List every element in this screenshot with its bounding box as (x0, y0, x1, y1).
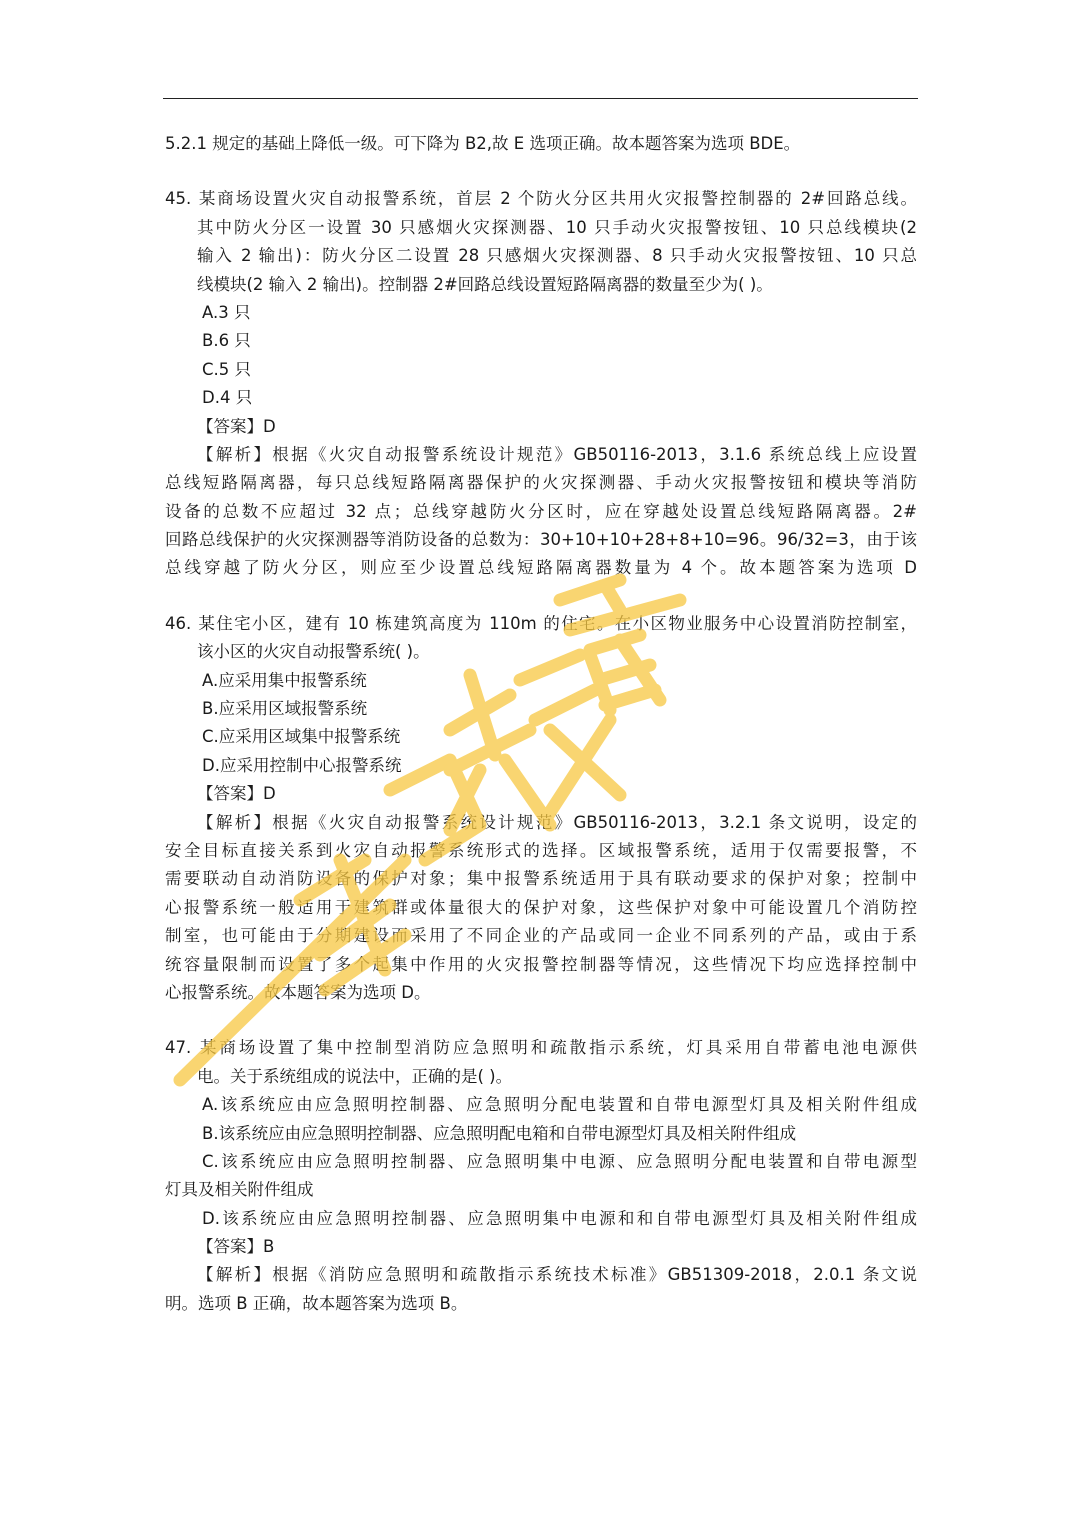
option-c-continued: 灯具及相关附件组成 (165, 1180, 314, 1200)
option-a: A.3 只 (202, 302, 251, 322)
analysis-line: 统容量限制而设置了多个起集中作用的火灾报警控制器等情况，这些情况下均应选择控制中 (165, 954, 917, 974)
question-number: 45. (165, 189, 192, 209)
analysis-line: 【解析】根据《火灾自动报警系统设计规范》GB50116-2013，3.2.1 条文说明，设定的 (197, 812, 917, 832)
question-stem-line: 电。关于系统组成的说法中，正确的是( )。 (197, 1066, 513, 1086)
page-content (165, 130, 917, 1318)
answer-line: 【答案】D (197, 784, 276, 804)
question-stem-line: 其中防火分区一设置 30 只感烟火灾探测器、10 只手动火灾报警按钮、10 只总线模块(2 (197, 217, 917, 237)
question-stem-line: 46. 某住宅小区，建有 10 栋建筑高度为 110m 的住宅。在小区物业服务中心设置消防控制室， (165, 610, 917, 638)
analysis-line: 安全目标直接关系到火灾自动报警系统形式的选择。区域报警系统，适用于仅需要报警，不 (165, 840, 917, 860)
analysis-line: 制室，也可能由于分期建设而采用了不同企业的产品或同一企业不同系列的产品，或由于系 (165, 926, 917, 946)
question-stem-line: 47. 某商场设置了集中控制型消防应急照明和疏散指示系统，灯具采用自带蓄电池电源供 (165, 1034, 917, 1062)
question-46 (165, 610, 917, 1007)
option-a: A.应采用集中报警系统 (202, 670, 367, 690)
analysis-line: 回路总线保护的火灾探测器等消防设备的总数为：30+10+10+28+8+10=96。96/32=3，由于该 (165, 530, 917, 550)
analysis-line: 明。选项 B 正确，故本题答案为选项 B。 (165, 1293, 468, 1313)
option-b: B.6 只 (202, 331, 251, 351)
analysis-line: 设备的总数不应超过 32 点；总线穿越防火分区时，应在穿越处设置总线短路隔离器。2# (165, 501, 917, 521)
analysis-line: 【解析】根据《消防应急照明和疏散指示系统技术标准》GB51309-2018，2.0.1 条文说 (197, 1265, 917, 1285)
option-b: B.应采用区域报警系统 (202, 699, 368, 719)
analysis-line: 心报警系统。故本题答案为选项 D。 (165, 982, 431, 1002)
option-d: D.该系统应由应急照明控制器、应急照明集中电源和和自带电源型灯具及相关附件组成 (202, 1208, 917, 1228)
question-stem-line: 输入 2 输出)：防火分区二设置 28 只感烟火灾探测器、8 只手动火灾报警按钮、10 只总 (197, 246, 917, 266)
question-number: 46. (165, 613, 192, 633)
option-c: C.应采用区域集中报警系统 (202, 727, 401, 747)
analysis-line: 【解析】根据《火灾自动报警系统设计规范》GB50116-2013，3.1.6 系统总线上应设置 (197, 444, 917, 464)
analysis-line: 总线短路隔离器，每只总线短路隔离器保护的火灾探测器、手动火灾报警按钮和模块等消防 (165, 473, 917, 493)
option-a: A.该系统应由应急照明控制器、应急照明分配电装置和自带电源型灯具及相关附件组成 (202, 1095, 917, 1115)
option-c: C.5 只 (202, 359, 252, 379)
analysis-line: 需要联动自动消防设备的保护对象；集中报警系统适用于具有联动要求的保护对象；控制中 (165, 869, 917, 889)
question-number: 47. (165, 1038, 192, 1058)
continuation-text: 5.2.1 规定的基础上降低一级。可下降为 B2,故 E 选项正确。故本题答案为选项 BDE。 (165, 134, 801, 153)
question-stem-line: 线模块(2 输入 2 输出)。控制器 2#回路总线设置短路隔离器的数量至少为( )。 (197, 274, 773, 294)
answer-line: 【答案】B (197, 1237, 275, 1257)
analysis-line: 心报警系统一般适用于建筑群或体量很大的保护对象，这些保护对象中可能设置几个消防控 (165, 897, 917, 917)
header-rule (163, 98, 918, 99)
question-stem-line: 45. 某商场设置火灾自动报警系统，首层 2 个防火分区共用火灾报警控制器的 2#回路总线。 (165, 185, 917, 213)
question-47 (165, 1034, 917, 1318)
option-d: D.4 只 (202, 388, 253, 408)
option-b: B.该系统应由应急照明控制器、应急照明配电箱和自带电源型灯具及相关附件组成 (202, 1123, 797, 1143)
option-d: D.应采用控制中心报警系统 (202, 755, 402, 775)
question-stem-line: 该小区的火灾自动报警系统( )。 (197, 642, 430, 662)
answer-line: 【答案】D (197, 416, 276, 436)
question-45 (165, 185, 917, 582)
analysis-line: 总线穿越了防火分区，则应至少设置总线短路隔离器数量为 4 个。故本题答案为选项 D (165, 558, 917, 578)
option-c: C.该系统应由应急照明控制器、应急照明集中电源、应急照明分配电装置和自带电源型 (202, 1151, 917, 1171)
